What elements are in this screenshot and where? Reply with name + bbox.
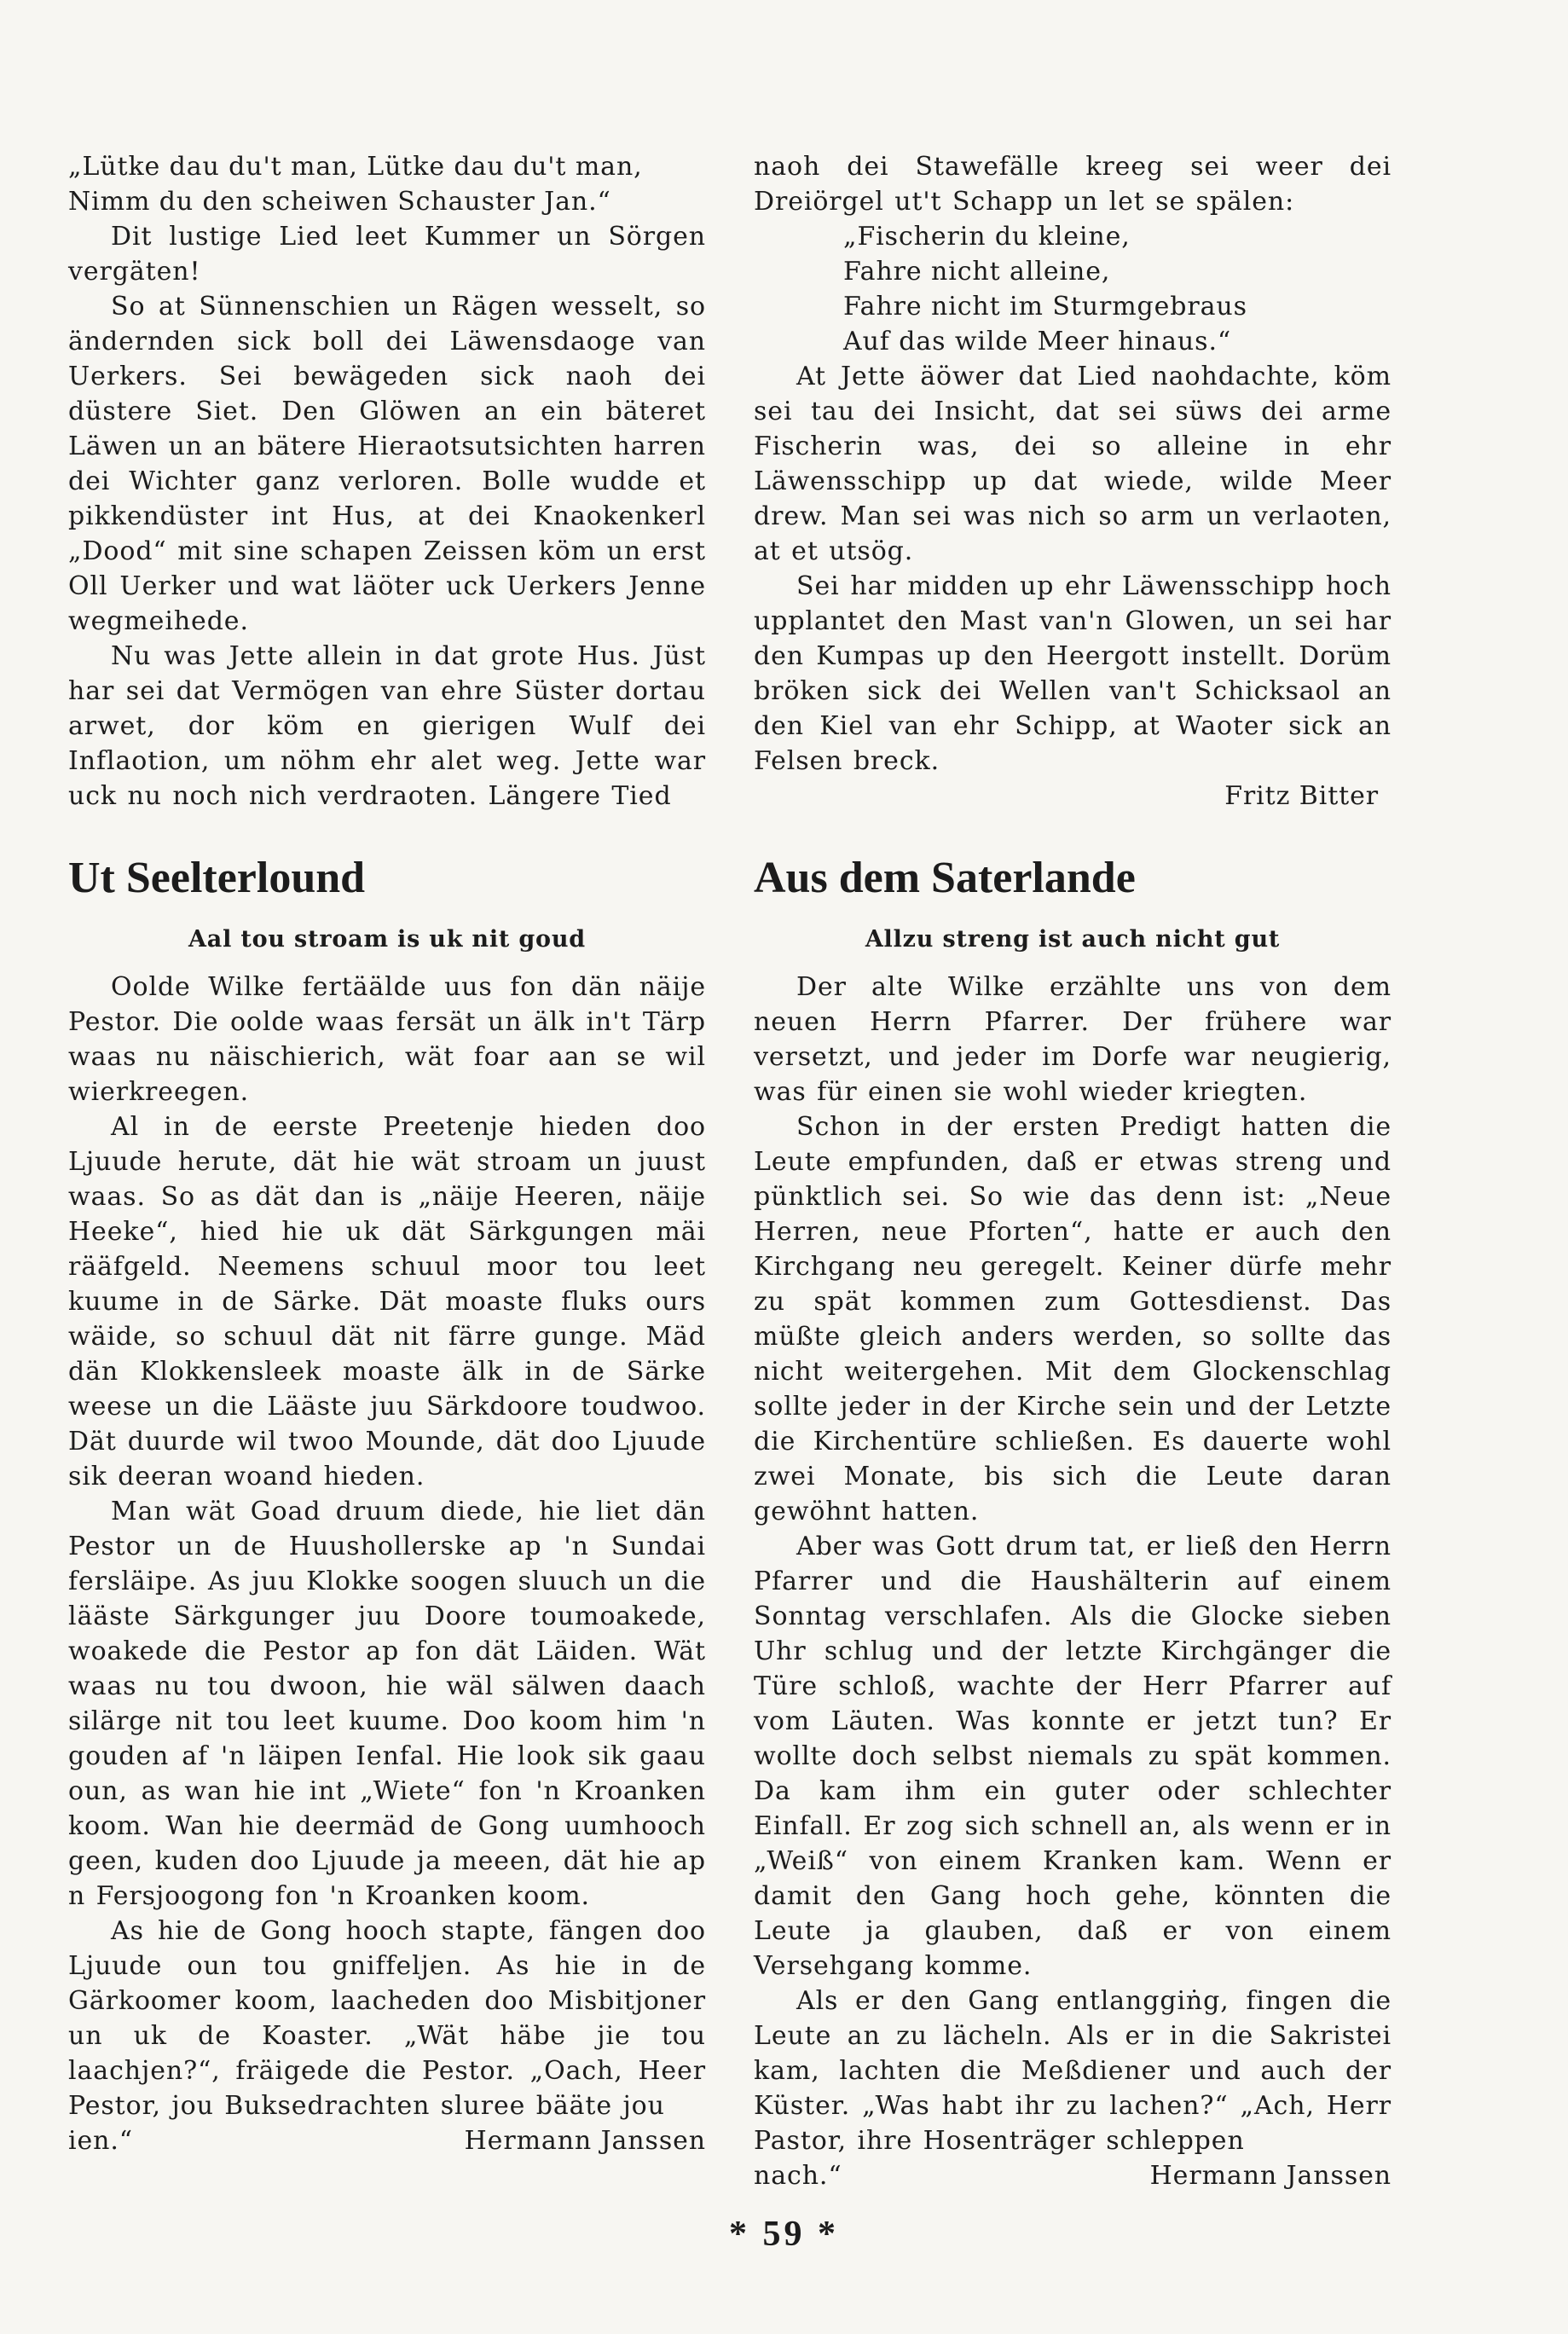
page-number bbox=[0, 2214, 1568, 2255]
paragraph: Oolde Wilke fertäälde uus fon dän näije Pestor. Die oolde waas fersät un älk in't Tärp waas nu näischierich, wät foar aan se wil wierkreegen. bbox=[68, 972, 706, 1107]
article-subheadline: Aal tou stroam is uk nit goud bbox=[188, 926, 586, 953]
poem-line: Fahre nicht im Sturmgebraus bbox=[843, 292, 1247, 321]
poem-line: Auf das wilde Meer hinaus.“ bbox=[843, 327, 1232, 356]
paragraph: Man wät Goad druum diede, hie liet dän Pestor un de Huushollerske ap 'n Sundai fersläipe. As juu Klokke soogen sluuch un die lääste Särkgunger juu Doore toumoakede, woakede die Pestor ap fon dät Läiden. Wät waas nu tou dwoon, hie wäl sälwen daach silärge nit tou leet kuume. Doo koom him 'n gouden af 'n läipen Ienfal. Hie look sik gaau oun, as wan hie int „Wiete“ fon 'n Kroanken koom. Wan hie deermäd de Gong uumhooch geen, kuden doo Ljuude ja meeen, dät hie ap n Fersjoogong fon 'n Kroanken koom. bbox=[68, 1497, 706, 1911]
article-headline: Ut Seelterlound bbox=[68, 854, 366, 902]
song-verse bbox=[68, 149, 706, 219]
paragraph: Nu was Jette allein in dat grote Hus. Jüst har sei dat Vermögen van ehre Süster dortau arwet, dor köm en gierigen Wulf dei Inflaotion, um nöhm ehr alet weg. Jette war uck nu noch nich verdraoten. Längere Tied bbox=[68, 641, 706, 811]
poem-line: Fahre nicht alleine, bbox=[843, 257, 1111, 287]
paragraph: Aber was Gott drum tat, er ließ den Herrn Pfarrer und die Haushälterin auf einem Sonntag verschlafen. Als die Glocke sieben Uhr schlug und der letzte Kirchgänger die Türe schloß, wachte der Herr Pfarrer auf vom Läuten. Was konnte er jetzt tun? Er wollte doch selbst niemals zu spät kommen. Da kam ihm ein guter oder schlechter Einfall. Er zog sich schnell an, als wenn er in „Weiß“ von einem Kranken kam. Wenn er damit den Gang hoch gehe, könnten die Leute ja glauben, daß er von einem Versehgang komme. bbox=[754, 1532, 1392, 1981]
top-right-column bbox=[754, 149, 1392, 814]
paragraph: At Jette äöwer dat Lied naohdachte, köm sei tau dei Insicht, dat sei süws dei arme Fischerin was, dei so alleine in ehr Läwensschipp up dat wiede, wilde Meer drew. Man sei was nich so arm un verlaoten, at et utsög. bbox=[754, 362, 1392, 566]
star-ornament-icon: * bbox=[729, 2215, 750, 2254]
poem-line: „Fischerin du kleine, bbox=[843, 222, 1131, 252]
author-byline: Hermann Janssen bbox=[464, 2126, 706, 2156]
top-left-column bbox=[68, 149, 706, 814]
article-headline: Aus dem Saterlande bbox=[754, 854, 1136, 902]
right-article bbox=[754, 853, 1392, 2193]
last-line-text: nach.“ bbox=[754, 2161, 842, 2191]
closing-line bbox=[68, 2123, 706, 2158]
paragraph: As hie de Gong hooch stapte, fängen doo Ljuude oun tou gniffeljen. As hie in de Gärkoomer koom, laacheden doo Misbitjoner un uk de Koaster. „Wät häbe jie tou laachjen?“, fräigede die Pestor. „Oach, Heer Pestor, jou Buksedrachten sluree bääte jou bbox=[68, 1916, 706, 2121]
paragraph: Der alte Wilke erzählte uns von dem neuen Herrn Pfarrer. Der frühere war versetzt, und jeder im Dorfe war neugierig, was für einen sie wohl wieder kriegten. bbox=[754, 972, 1392, 1107]
author-byline: Fritz Bitter bbox=[1224, 781, 1379, 811]
last-line-text: ien.“ bbox=[68, 2126, 134, 2156]
verse-line: „Lütke dau du't man, Lütke dau du't man, bbox=[68, 152, 643, 182]
left-article bbox=[68, 853, 706, 2158]
paragraph: Al in de eerste Preetenje hieden doo Ljuude herute, dät hie wät stroam un juust waas. So as dät dan is „näije Heeren, näije Heeke“, hied hie uk dät Särkgungen mäi rääfgeld. Neemens schuul moor tou leet kuume in de Särke. Dät moaste fluks ours wäide, so schuul dät nit färre gunge. Mäd dän Klokkensleek moaste älk in de Särke weese un die Lääste juu Särkdoore toudwoo. Dät duurde wil twoo Mounde, dät doo Ljuude sik deeran woand hieden. bbox=[68, 1112, 706, 1491]
paragraph: Sei har midden up ehr Läwensschipp hoch upplantet den Mast van'n Glowen, un sei har den Kumpas up den Heergott instellt. Dorüm bröken sick dei Wellen van't Schicksaol an den Kiel van ehr Schipp, at Waoter sick an Felsen breck. bbox=[754, 571, 1392, 776]
paragraph: So at Sünnenschien un Rägen wesselt, so ändernden sick boll dei Läwensdaoge van Uerkers. Sei bewägeden sick naoh dei düstere Siet. Den Glöwen an ein bäteret Läwen un an bätere Hieraotsutsichten harren dei Wichter ganz verloren. Bolle wudde et pikkendüster int Hus, at dei Knaokenkerl „Dood“ mit sine schapen Zeissen köm un erst Oll Uerker und wat läöter uck Uerkers Jenne wegmeihede. bbox=[68, 292, 706, 636]
paragraph: Als er den Gang entlanggiṅg, fingen die Leute an zu lächeln. Als er in die Sakristei kam, lachten die Meßdiener und auch der Küster. „Was habt ihr zu lachen?“ „Ach, Herr Pastor, ihre Hosenträger schleppen bbox=[754, 1986, 1392, 2156]
paragraph: naoh dei Stawefälle kreeg sei weer dei Dreiörgel ut't Schapp un let se spälen: bbox=[754, 152, 1392, 217]
closing-line bbox=[754, 2158, 1392, 2193]
poem bbox=[754, 219, 1392, 359]
verse-line: Nimm du den scheiwen Schauster Jan.“ bbox=[68, 187, 611, 217]
star-ornament-icon: * bbox=[818, 2215, 839, 2254]
article-subheadline: Allzu streng ist auch nicht gut bbox=[865, 926, 1281, 953]
paragraph: Schon in der ersten Predigt hatten die Leute empfunden, daß er etwas streng und pünktlich sei. So wie das denn ist: „Neue Herren, neue Pforten“, hatte er auch den Kirchgang neu geregelt. Keiner dürfe mehr zu spät kommen zum Gottesdienst. Das müßte gleich anders werden, so sollte das nicht weitergehen. Mit dem Glockenschlag sollte jeder in der Kirche sein und der Letzte die Kirchentüre schließen. Es dauerte wohl zwei Monate, bis sich die Leute daran gewöhnt hatten. bbox=[754, 1112, 1392, 1526]
page-number-text: 59 bbox=[762, 2215, 806, 2254]
paragraph: Dit lustige Lied leet Kummer un Sörgen vergäten! bbox=[68, 222, 706, 287]
author-byline: Hermann Janssen bbox=[1149, 2161, 1392, 2191]
